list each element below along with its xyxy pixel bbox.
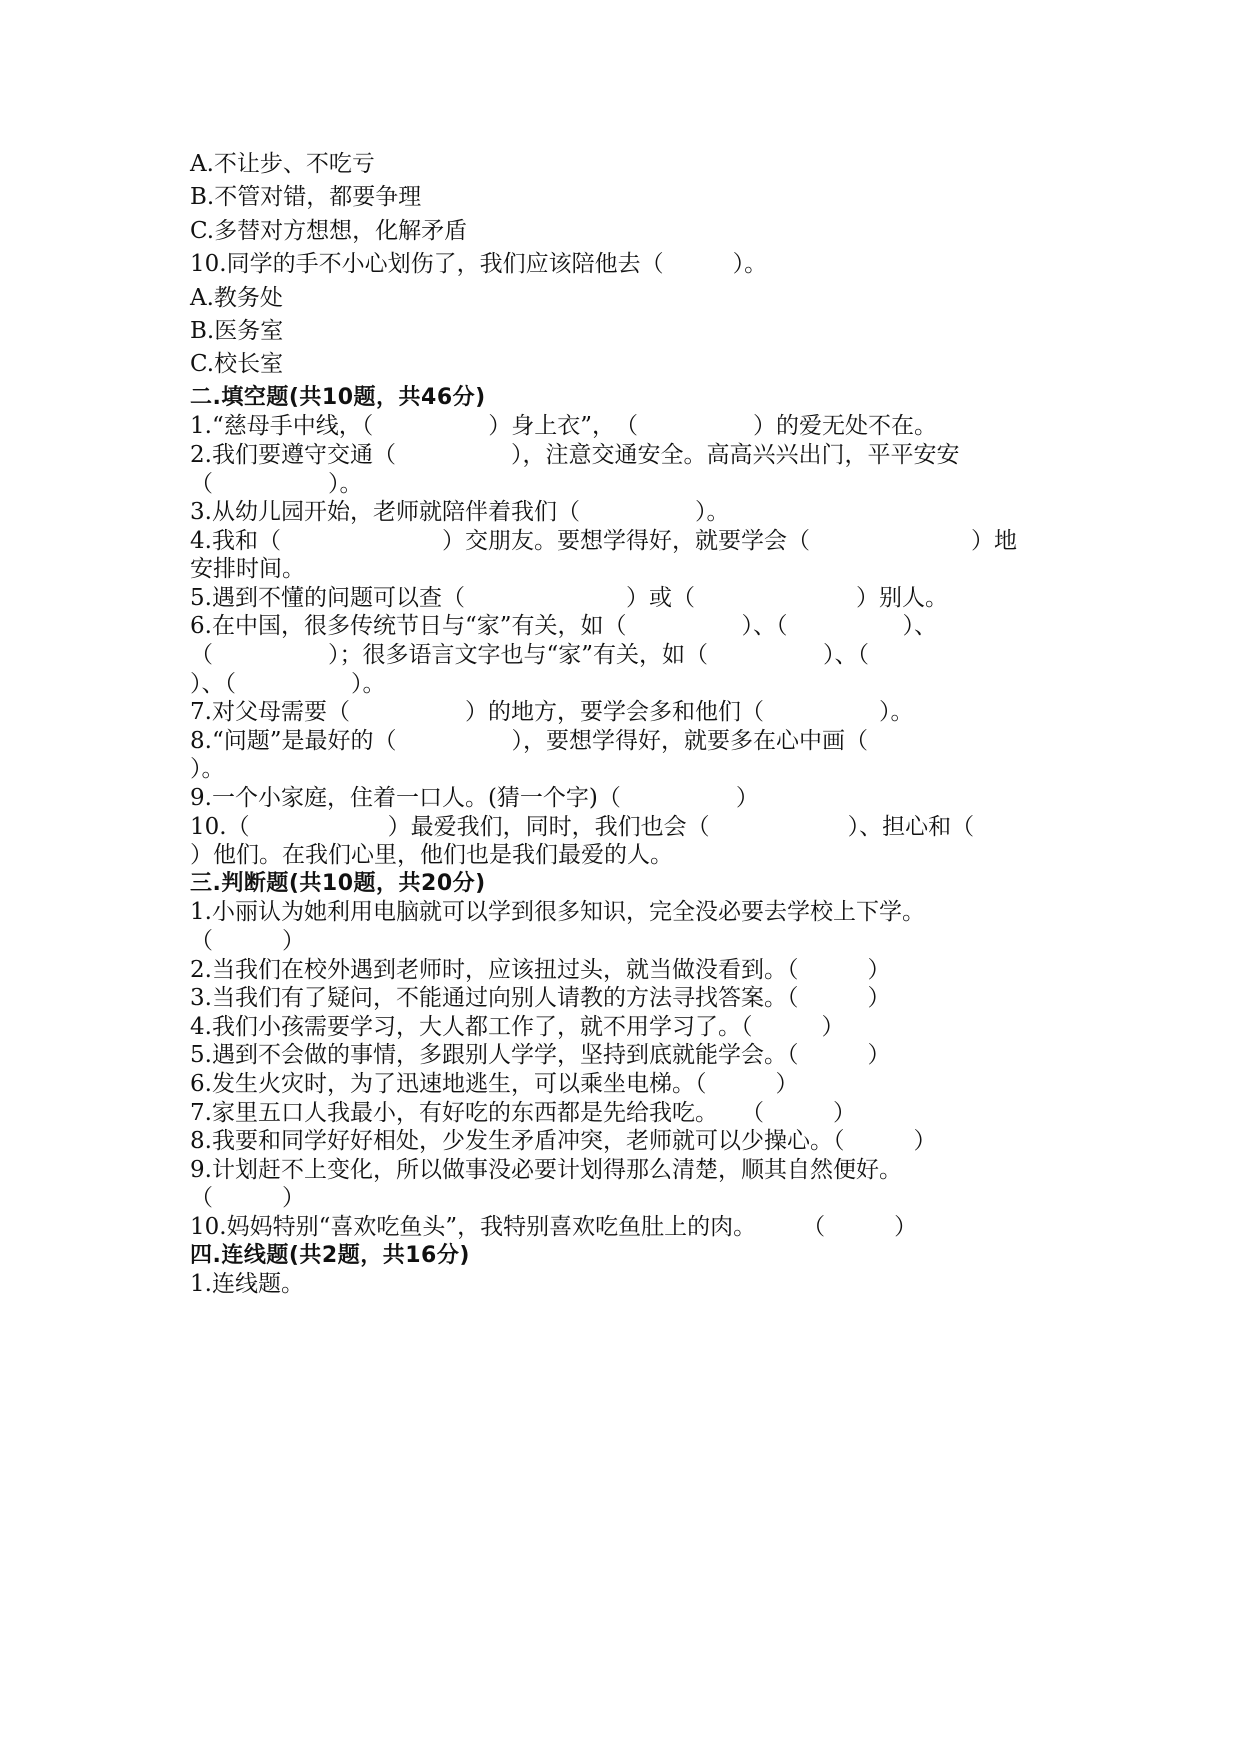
fill-blank-line: 安排时间。 xyxy=(190,556,305,583)
true-false-line: 2.当我们在校外遇到老师时，应该扭过头，就当做没看到。（ ） xyxy=(190,956,891,983)
true-false-line: （ ） xyxy=(190,928,305,955)
fill-blank-line: 8.“问题”是最好的（ ），要想学得好，就要多在心中画（ xyxy=(190,727,868,754)
true-false-line: 3.当我们有了疑问，不能通过向别人请教的方法寻找答案。（ ） xyxy=(190,985,891,1012)
fill-blank-line: 3.从幼儿园开始，老师就陪伴着我们（ ）。 xyxy=(190,499,730,526)
q10-option-b: B.医务室 xyxy=(190,317,284,344)
matching-line: 1.连线题。 xyxy=(190,1271,304,1298)
fill-blank-line: 2.我们要遵守交通（ ），注意交通安全。高高兴兴出门，平平安安 xyxy=(190,441,960,468)
fill-blank-line: 10.（ ）最爱我们，同时，我们也会（ ）、担心和（ xyxy=(190,813,975,840)
fill-blank-line: 7.对父母需要（ ）的地方，要学会多和他们（ ）。 xyxy=(190,699,914,726)
true-false-line: 6.发生火灾时，为了迅速地逃生，可以乘坐电梯。（ ） xyxy=(190,1070,799,1097)
fill-blank-line: 9.一个小家庭，住着一口人。(猜一个字)（ ） xyxy=(190,785,759,812)
fill-blank-line: ）。 xyxy=(190,756,225,783)
fill-blank-line: （ ）；很多语言文字也与“家”有关，如（ ）、（ xyxy=(190,642,870,669)
fill-blank-line: ）、（ ）。 xyxy=(190,670,386,697)
true-false-line: 8.我要和同学好好相处，少发生矛盾冲突，老师就可以少操心。（ ） xyxy=(190,1128,937,1155)
q10-option-a: A.教务处 xyxy=(190,284,283,311)
q9-option-a: A.不让步、不吃亏 xyxy=(190,151,375,177)
question-10: 10.同学的手不小心划伤了，我们应该陪他去（ ）。 xyxy=(190,251,768,278)
true-false-line: 10.妈妈特别“喜欢吃鱼头”，我特别喜欢吃鱼肚上的肉。 （ ） xyxy=(190,1213,918,1240)
true-false-line: 7.家里五口人我最小，有好吃的东西都是先给我吃。 （ ） xyxy=(190,1099,856,1126)
fill-blank-line: ）他们。在我们心里，他们也是我们最爱的人。 xyxy=(190,842,673,869)
true-false-line: （ ） xyxy=(190,1185,305,1212)
fill-blank-line: （ ）。 xyxy=(190,470,363,497)
section-heading-true-false: 三.判断题(共10题，共20分) xyxy=(190,870,486,896)
fill-blank-line: 4.我和（ ）交朋友。要想学得好，就要学会（ ）地 xyxy=(190,527,1017,554)
section-heading-matching: 四.连线题(共2题，共16分) xyxy=(190,1242,470,1268)
q10-option-c: C.校长室 xyxy=(190,351,284,378)
q9-option-b: B.不管对错，都要争理 xyxy=(190,184,422,211)
true-false-line: 5.遇到不会做的事情，多跟别人学学，坚持到底就能学会。（ ） xyxy=(190,1042,891,1069)
fill-blank-line: 6.在中国，很多传统节日与“家”有关，如（ ）、（ ）、 xyxy=(190,613,937,640)
fill-blank-line: 5.遇到不懂的问题可以查（ ）或（ ）别人。 xyxy=(190,584,948,611)
section-heading-fill-blank: 二.填空题(共10题，共46分) xyxy=(190,384,486,410)
true-false-line: 1.小丽认为她利用电脑就可以学到很多知识，完全没必要去学校上下学。 xyxy=(190,899,925,926)
worksheet-content xyxy=(190,150,1070,1299)
fill-blank-line: 1.“慈母手中线，（ ）身上衣”， （ ）的爱无处不在。 xyxy=(190,413,937,440)
true-false-line: 9.计划赶不上变化，所以做事没必要计划得那么清楚，顺其自然便好。 xyxy=(190,1156,902,1183)
q9-option-c: C.多替对方想想，化解矛盾 xyxy=(190,217,468,244)
true-false-line: 4.我们小孩需要学习，大人都工作了，就不用学习了。（ ） xyxy=(190,1013,845,1040)
